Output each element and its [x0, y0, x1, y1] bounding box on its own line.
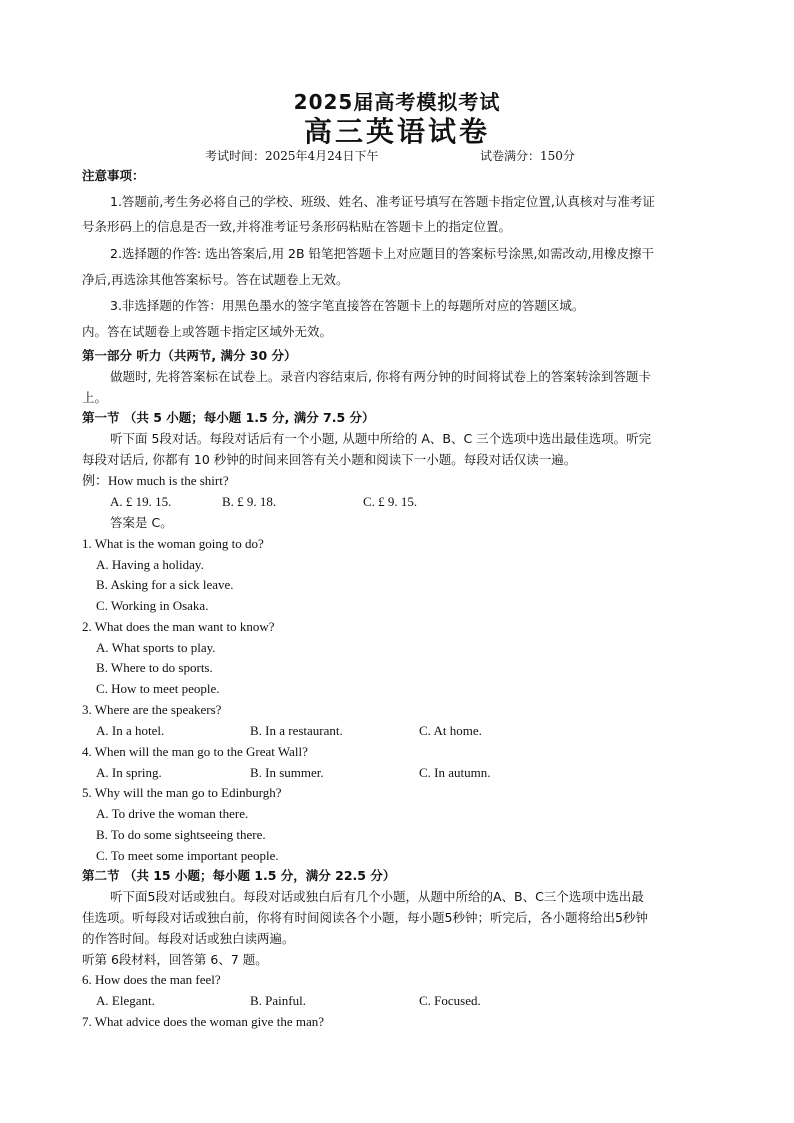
- question-5: 5. Why will the man go to Edinburgh?: [82, 785, 282, 800]
- note-1-line-2: 号条形码上的信息是否一致,并将准考证号条形码粘贴在答题卡上的指定位置。: [82, 219, 511, 234]
- q6-option-b: B. Painful.: [250, 993, 306, 1008]
- question-1: 1. What is the woman going to do?: [82, 536, 264, 551]
- section-2-instruction-line-1: 听下面5段对话或独白。每段对话或独白后有几个小题，从题中所给的A、B、C三个选项中选出最: [110, 889, 644, 904]
- q3-option-c: C. At home.: [419, 723, 482, 738]
- section-1-instruction-line-1: 听下面 5段对话。每段对话后有一个小题, 从题中所给的 A、B、C 三个选项中选出最佳选项。听完: [110, 431, 652, 446]
- example-answer: 答案是 C。: [110, 515, 173, 530]
- note-2-line-1: 2.选择题的作答: 选出答案后,用 2B 铅笔把答题卡上对应题目的答案标号涂黑,如需改动,用橡皮擦干: [110, 246, 655, 261]
- example-option-c: C. £ 9. 15.: [363, 494, 418, 509]
- q5-option-c: C. To meet some important people.: [96, 848, 279, 863]
- example-option-b: B. £ 9. 18.: [222, 494, 277, 509]
- q4-option-c: C. In autumn.: [419, 765, 491, 780]
- question-3: 3. Where are the speakers?: [82, 702, 222, 717]
- q2-option-b: B. Where to do sports.: [96, 660, 213, 675]
- part-1-instruction-line-2: 上。: [82, 390, 108, 405]
- q5-option-b: B. To do some sightseeing there.: [96, 827, 266, 842]
- section-1-heading: 第一节 （共 5 小题；每小题 1.5 分, 满分 7.5 分）: [82, 410, 375, 425]
- question-6: 6. How does the man feel?: [82, 972, 221, 987]
- q5-option-a: A. To drive the woman there.: [96, 806, 249, 821]
- q3-option-a: A. In a hotel.: [96, 723, 165, 738]
- exam-time: 考试时间：2025年4月24日下午: [205, 149, 379, 163]
- part-1-instruction-line-1: 做题时, 先将答案标在试卷上。录音内容结束后, 你将有两分钟的时间将试卷上的答案转涂到答题卡: [110, 369, 651, 384]
- note-3-line-2: 内。答在试题卷上或答题卡指定区域外无效。: [82, 324, 333, 339]
- material-6-instruction: 听第 6段材料，回答第 6、7 题。: [82, 952, 268, 967]
- section-1-instruction-line-2: 每段对话后, 你都有 10 秒钟的时间来回答有关小题和阅读下一小题。每段对话仅读一遍。: [82, 452, 577, 467]
- q2-option-a: A. What sports to play.: [96, 640, 216, 655]
- q1-option-c: C. Working in Osaka.: [96, 598, 209, 613]
- exam-subtitle: 高三英语试卷: [303, 115, 490, 148]
- q3-option-b: B. In a restaurant.: [250, 723, 343, 738]
- note-3-line-1: 3.非选择题的作答：用黑色墨水的签字笔直接答在答题卡上的每题所对应的答题区域。: [110, 298, 585, 313]
- q4-option-a: A. In spring.: [96, 765, 162, 780]
- note-1-line-1: 1.答题前,考生务必将自己的学校、班级、姓名、准考证号填写在答题卡指定位置,认真核对与准考证: [110, 194, 655, 209]
- q6-option-c: C. Focused.: [419, 993, 481, 1008]
- notes-heading: 注意事项：: [82, 168, 145, 183]
- q2-option-c: C. How to meet people.: [96, 681, 220, 696]
- full-score: 试卷满分：150分: [480, 149, 575, 163]
- part-1-heading: 第一部分 听力（共两节, 满分 30 分）: [82, 348, 297, 363]
- section-2-instruction-line-3: 的作答时间。每段对话或独白读两遍。: [82, 931, 295, 946]
- q1-option-b: B. Asking for a sick leave.: [96, 577, 234, 592]
- q4-option-b: B. In summer.: [250, 765, 324, 780]
- question-4: 4. When will the man go to the Great Wall?: [82, 744, 308, 759]
- section-2-heading: 第二节 （共 15 小题；每小题 1.5 分，满分 22.5 分）: [82, 868, 396, 883]
- example-question: 例：How much is the shirt?: [82, 473, 229, 488]
- exam-title: 2025届高考模拟考试: [293, 90, 501, 114]
- note-2-line-2: 净后,再选涂其他答案标号。答在试题卷上无效。: [82, 272, 349, 287]
- q1-option-a: A. Having a holiday.: [96, 557, 204, 572]
- section-2-instruction-line-2: 佳选项。听每段对话或独白前，你将有时间阅读各个小题，每小题5秒钟；听完后，各小题将给出5秒钟: [82, 910, 648, 925]
- example-option-a: A. £ 19. 15.: [110, 494, 172, 509]
- question-2: 2. What does the man want to know?: [82, 619, 275, 634]
- q6-option-a: A. Elegant.: [96, 993, 155, 1008]
- question-7: 7. What advice does the woman give the man?: [82, 1014, 324, 1029]
